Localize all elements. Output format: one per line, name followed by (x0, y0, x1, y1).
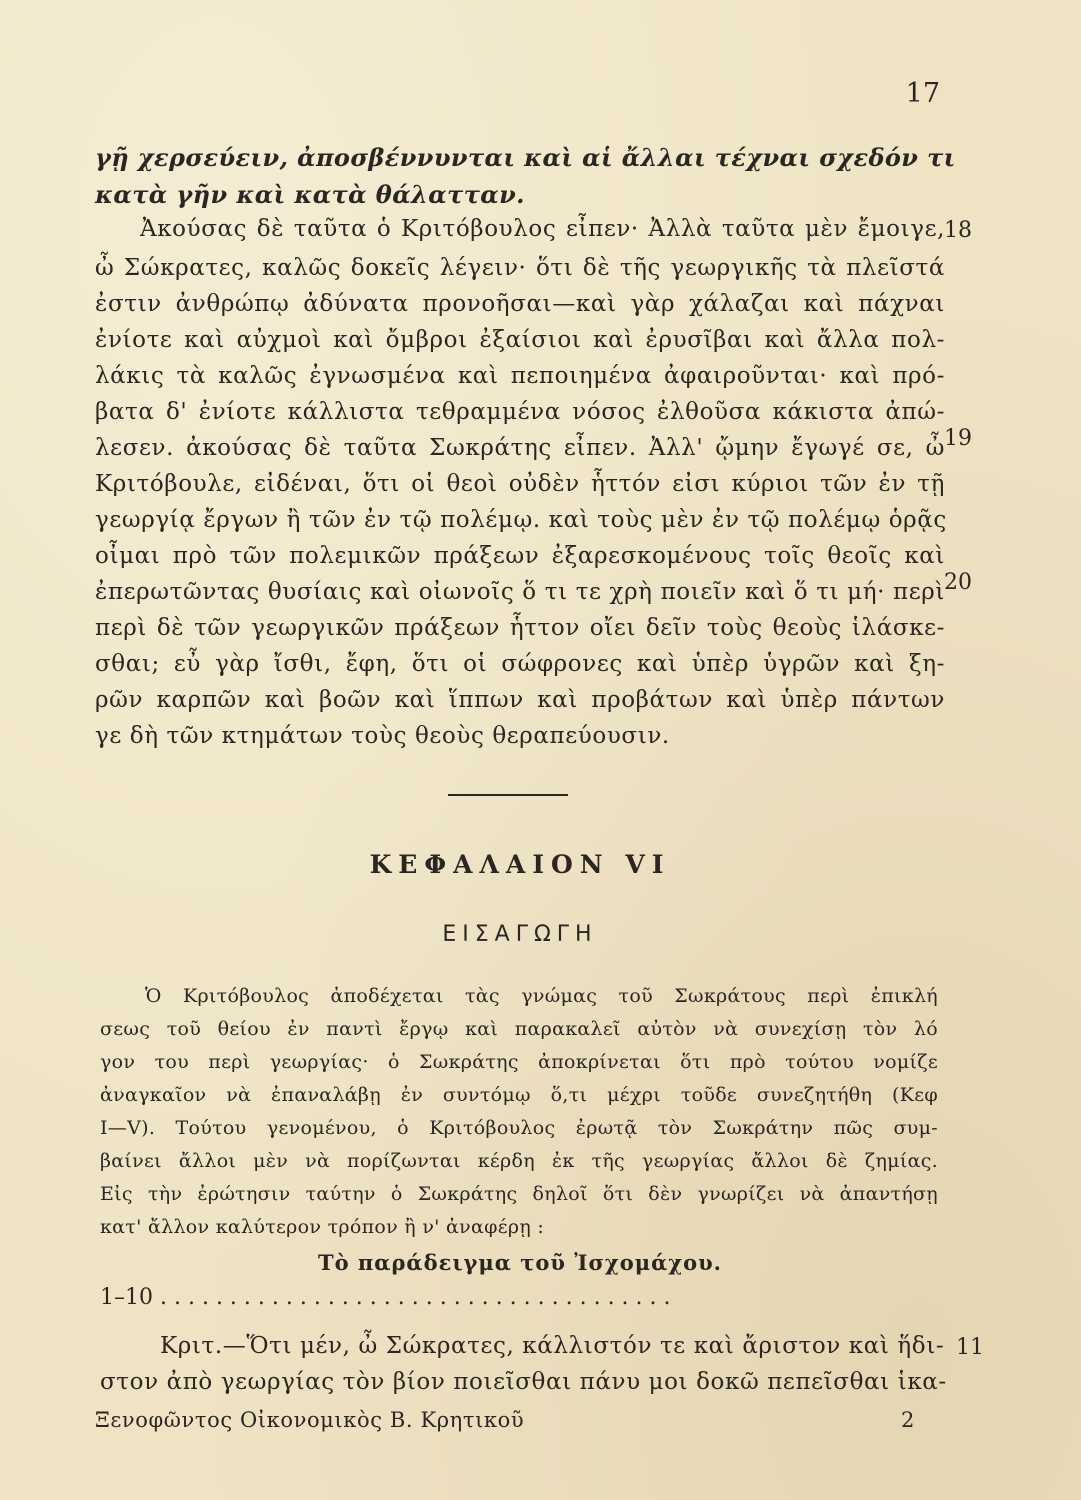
text-line: Κριτόβουλε, εἰδέναι, ὅτι οἱ θεοὶ οὐδὲν ἧττόν εἰσι κύριοι τῶν ἐν τῇ (95, 471, 945, 497)
summary-line: σεως τοῦ θείου ἐν παντὶ ἔργῳ καὶ παρακαλεῖ αὐτὸν νὰ συνεχίσῃ τὸν λό (100, 1018, 938, 1040)
text-line: ἐνίοτε καὶ αὐχμοὶ καὶ ὄμβροι ἐξαίσιοι καὶ ἐρυσῖβαι καὶ ἄλλα πολ- (95, 327, 945, 353)
text-line: οἶμαι πρὸ τῶν πολεμικῶν πράξεων ἐξαρεσκομένους τοῖς θεοῖς καὶ (95, 543, 945, 569)
text-line: λεσεν. ἀκούσας δὲ ταῦτα Σωκράτης εἶπεν. Ἀλλ' ᾤμην ἔγωγέ σε, ὦ (95, 435, 945, 461)
section-divider (448, 794, 568, 796)
text-line: γεωργίᾳ ἔργων ἢ τῶν ἐν τῷ πολέμῳ. καὶ τοὺς μὲν ἐν τῷ πολέμῳ ὁρᾷς (95, 507, 947, 533)
range-line (100, 1285, 940, 1310)
margin-number: 19 (944, 426, 972, 451)
text-line: βατα δ' ἐνίοτε κάλλιστα τεθραμμένα νόσος ἐλθοῦσα κάκιστα ἀπώ- (95, 399, 945, 425)
text-line: ἐστιν ἀνθρώπῳ ἀδύνατα προνοῆσαι—καὶ γὰρ χάλαζαι καὶ πάχναι (95, 291, 945, 317)
text-line: στον ἀπὸ γεωργίας τὸν βίον ποιεῖσθαι πάνυ μοι δοκῶ πεπεῖσθαι ἱκα- (100, 1369, 947, 1395)
margin-number: 11 (956, 1335, 984, 1360)
text-line: κατὰ γῆν καὶ κατὰ θάλατταν. (95, 180, 525, 209)
page-footer (95, 1408, 915, 1432)
range-label: 1–10 (100, 1285, 153, 1310)
text-line: ἐπερωτῶντας θυσίαις καὶ οἰωνοῖς ὅ τι τε χρὴ ποιεῖν καὶ ὅ τι μή· περὶ (95, 579, 945, 605)
summary-line: βαίνει ἄλλοι μὲν νὰ πορίζωνται κέρδη ἐκ τῆς γεωργίας ἄλλοι δὲ ζημίας. (100, 1150, 938, 1172)
text-line: γῇ χερσεύειν, ἀποσβέννυνται καὶ αἱ ἄλλαι τέχναι σχεδόν τι (95, 143, 956, 172)
text-line: Κριτ.—Ὅτι μέν, ὦ Σώκρατες, κάλλιστόν τε καὶ ἄριστον καὶ ἥδι- (160, 1333, 945, 1359)
text-line: ρῶν καρπῶν καὶ βοῶν καὶ ἵππων καὶ προβάτων καὶ ὑπὲρ πάντων (95, 687, 945, 713)
signature-number: 2 (901, 1408, 915, 1432)
page-number: 17 (905, 78, 940, 109)
text-line: Ἀκούσας δὲ ταῦτα ὁ Κριτόβουλος εἶπεν· Ἀλλὰ ταῦτα μὲν ἔμοιγε, (140, 216, 945, 242)
text-line: σθαι; εὖ γὰρ ἴσθι, ἔφη, ὅτι οἱ σώφρονες καὶ ὑπὲρ ὑγρῶν καὶ ξη- (95, 651, 945, 677)
intro-heading: ΕΙΣΑΓΩΓΗ (442, 922, 598, 947)
summary-line: I—V). Τούτου γενομένου, ὁ Κριτόβουλος ἐρωτᾷ τὸν Σωκράτην πῶς συμ- (100, 1117, 938, 1139)
section-title: Τὸ παράδειγμα τοῦ Ἰσχομάχου. (317, 1250, 722, 1275)
summary-line: γον του περὶ γεωργίας· ὁ Σωκράτης ἀποκρίνεται ὅτι πρὸ τούτου νομίζε (100, 1051, 938, 1073)
text-line: γε δὴ τῶν κτημάτων τοὺς θεοὺς θεραπεύουσιν. (95, 723, 670, 749)
summary-line: Εἰς τὴν ἐρώτησιν ταύτην ὁ Σωκράτης δηλοῖ ὅτι δὲν γνωρίζει νὰ ἀπαντήσῃ (100, 1183, 938, 1205)
text-line: λάκις τὰ καλῶς ἐγνωσμένα καὶ πεποιημένα ἀφαιροῦνται· καὶ πρό- (95, 363, 945, 389)
margin-number: 20 (944, 570, 972, 595)
summary-line: κατ' ἄλλον καλύτερον τρόπον ἢ ν' ἀναφέρῃ : (100, 1216, 545, 1238)
text-line: ὦ Σώκρατες, καλῶς δοκεῖς λέγειν· ὅτι δὲ τῆς γεωργικῆς τὰ πλεῖστά (95, 255, 945, 281)
text-line: περὶ δὲ τῶν γεωργικῶν πράξεων ἧττον οἴει δεῖν τοὺς θεοὺς ἱλάσκε- (95, 615, 945, 641)
chapter-title: ΚΕΦΑΛΑΙΟΝ VI (369, 850, 671, 879)
range-dots: . . . . . . . . . . . . . . . . . . . . . . . . . . . . . . . . . . . . . (160, 1285, 671, 1310)
margin-number: 18 (944, 218, 972, 243)
summary-line: ἀναγκαῖον νὰ ἐπαναλάβῃ ἐν συντόμῳ ὅ,τι μέχρι τοῦδε συνεζητήθη (Κεφ (100, 1084, 938, 1106)
summary-line: Ὁ Κριτόβουλος ἀποδέχεται τὰς γνώμας τοῦ Σωκράτους περὶ ἐπικλή (145, 985, 938, 1007)
footer-title: Ξενοφῶντος Οἰκονομικὸς Β. Κρητικοῦ (95, 1408, 525, 1432)
